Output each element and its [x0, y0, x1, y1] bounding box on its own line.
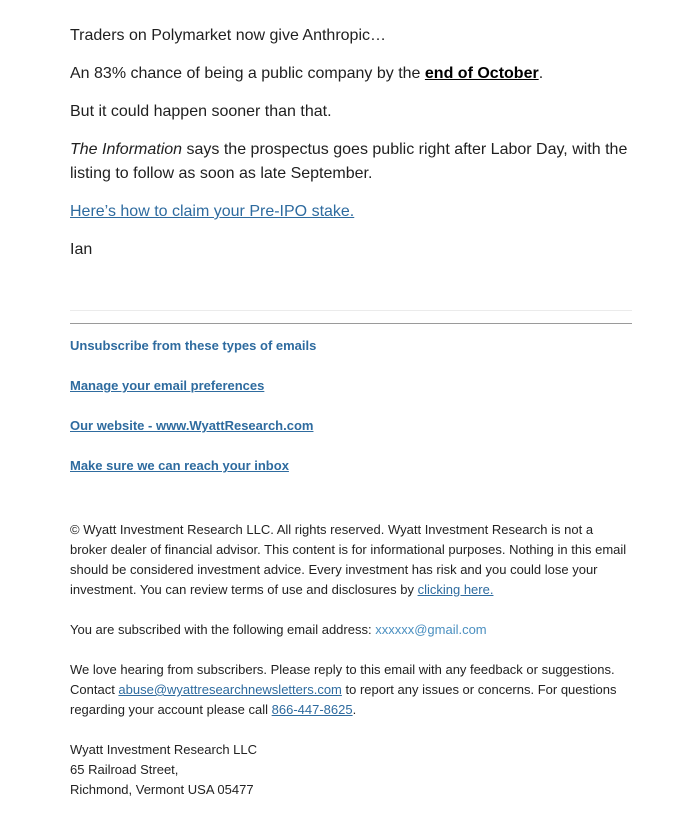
subscription-text: You are subscribed with the following email address: — [70, 622, 376, 637]
unsubscribe-link[interactable]: Unsubscribe from these types of emails — [70, 338, 317, 353]
website-link[interactable]: Our website - www.WyattResearch.com — [70, 418, 314, 433]
divider-light — [70, 310, 632, 311]
feedback-end: . — [352, 702, 357, 717]
mailing-address — [70, 740, 632, 800]
phone-link[interactable]: 866-447-8625 — [271, 702, 353, 717]
probability-text: An 83% chance of being a public company by the — [70, 65, 425, 82]
deadline-emphasis: end of October — [424, 65, 539, 82]
sooner-line: But it could happen sooner than that. — [70, 103, 332, 120]
terms-link[interactable]: clicking here. — [417, 582, 494, 597]
claim-stake-link[interactable]: Here’s how to claim your Pre-IPO stake. — [70, 203, 355, 220]
probability-line — [70, 62, 543, 86]
company-name: Wyatt Investment Research LLC — [70, 742, 258, 757]
reach-inbox-link[interactable]: Make sure we can reach your inbox — [70, 458, 289, 473]
disclaimer-text: © Wyatt Investment Research LLC. All rights reserved. Wyatt Investment Research is not a broker dealer of financial advisor. This content is for informational purposes. Nothing in this email should be considered investment advice. Every investment has risk and you could lose your investment. You can review terms of use and disclosures by — [70, 522, 627, 597]
intro-line: Traders on Polymarket now give Anthropic… — [70, 27, 386, 44]
city-state-zip: Richmond, Vermont USA 05477 — [70, 782, 254, 797]
signature: Ian — [70, 241, 93, 258]
probability-period: . — [538, 65, 544, 82]
feedback-mid-text: to report any issues or concerns. For questions regarding your account please call — [70, 682, 617, 717]
divider-dark — [70, 323, 632, 324]
feedback-paragraph — [70, 660, 632, 720]
subscriber-email: xxxxxx@gmail.com — [375, 622, 487, 637]
street-address: 65 Railroad Street, — [70, 762, 179, 777]
prospectus-text: says the prospectus goes public right after Labor Day, with the listing to follow as soon as late September. — [70, 141, 628, 182]
copyright-disclaimer — [70, 520, 632, 600]
manage-preferences-link[interactable]: Manage your email preferences — [70, 378, 265, 393]
publication-name: The Information — [70, 141, 183, 158]
prospectus-paragraph — [70, 138, 632, 186]
abuse-email-link[interactable]: abuse@wyattresearchnewsletters.com — [118, 682, 342, 697]
subscription-notice — [70, 620, 632, 640]
feedback-text: We love hearing from subscribers. Please reply to this email with any feedback or suggestions. Contact — [70, 662, 615, 697]
cta-paragraph — [70, 200, 354, 224]
